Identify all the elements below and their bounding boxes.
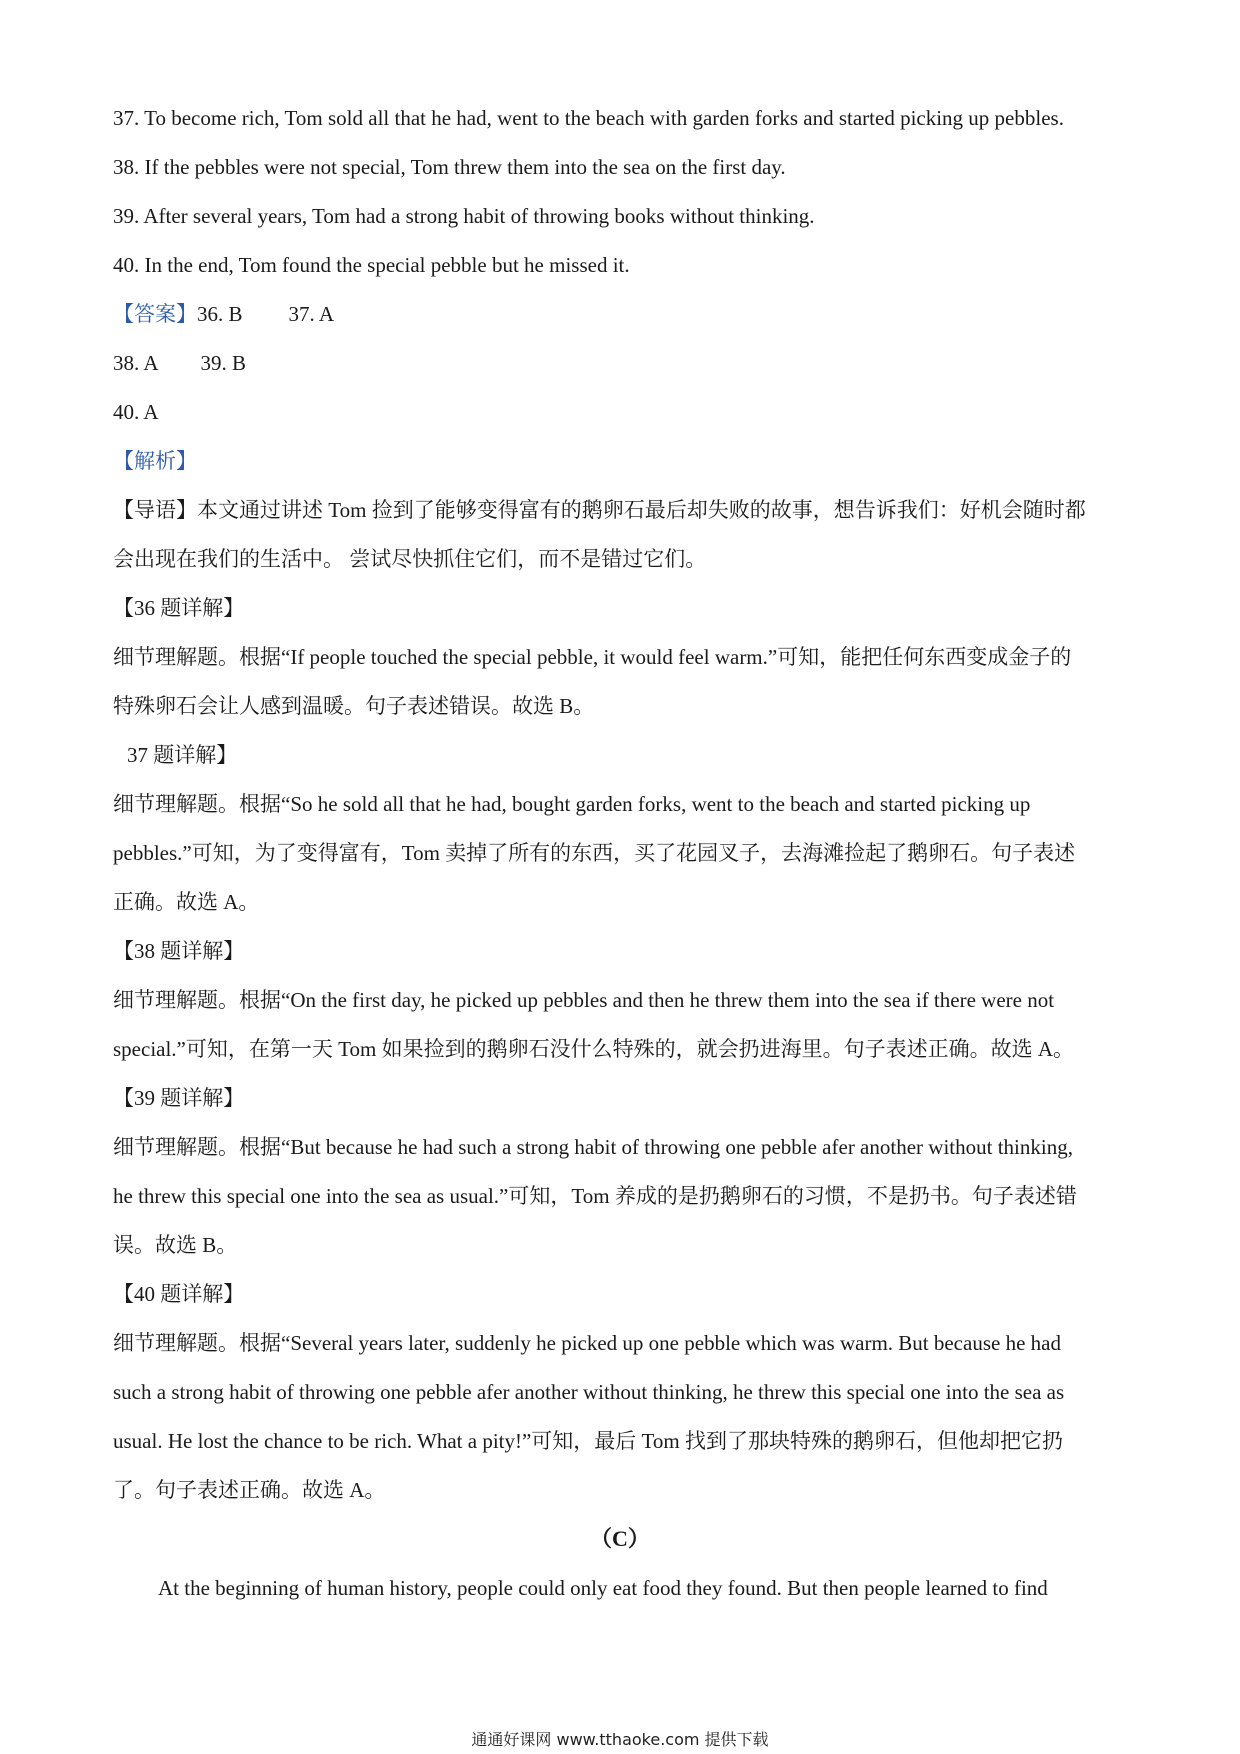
q37-line-2: pebbles.”可知，为了变得富有，Tom 卖掉了所有的东西，买了花园叉子，去海滩捡起了鹅卵石。句子表述: [113, 841, 1076, 865]
q36-heading: 【36 题详解】: [113, 596, 245, 620]
answer-row-2: [113, 348, 1140, 378]
q36-line-2: 特殊卵石会让人感到温暖。句子表述错误。故选 B。: [113, 694, 595, 718]
answer-36: 36. B: [197, 302, 243, 326]
answer-row-3: 40. A: [113, 400, 159, 424]
section-c-first-line: At the beginning of human history, people could only eat food they found. But then people learned to find: [158, 1576, 1048, 1600]
statement-38: 38. If the pebbles were not special, Tom threw them into the sea on the first day.: [113, 155, 786, 179]
q40-line-4: 了。句子表述正确。故选 A。: [113, 1478, 386, 1502]
q40-line-2: such a strong habit of throwing one pebble afer another without thinking, he threw this special one into the sea as: [113, 1380, 1065, 1404]
q40-line-1: 细节理解题。根据“Several years later, suddenly he picked up one pebble which was warm. But because he had: [113, 1331, 1061, 1355]
q38-heading: 【38 题详解】: [113, 939, 245, 963]
analysis-label: 【解析】: [113, 449, 197, 473]
answer-label: 【答案】: [113, 302, 197, 326]
q36-line-1: 细节理解题。根据“If people touched the special pebble, it would feel warm.”可知，能把任何东西变成金子的: [113, 645, 1072, 669]
q37-heading: 37 题详解】: [127, 743, 238, 767]
answer-37: 37. A: [288, 302, 335, 326]
q39-heading: 【39 题详解】: [113, 1086, 245, 1110]
answer-row-1: [113, 299, 1140, 329]
answer-38: 38. A: [113, 351, 159, 375]
q38-line-1: 细节理解题。根据“On the first day, he picked up pebbles and then he threw them into the sea if there were not: [113, 988, 1055, 1012]
q37-line-1: 细节理解题。根据“So he sold all that he had, bought garden forks, went to the beach and started picking up: [113, 792, 1031, 816]
intro-line-1: 【导语】本文通过讲述 Tom 捡到了能够变得富有的鹅卵石最后却失败的故事，想告诉我们：好机会随时都: [113, 498, 1086, 522]
q39-line-3: 误。故选 B。: [113, 1233, 238, 1257]
intro-line-2: 会出现在我们的生活中。 尝试尽快抓住它们，而不是错过它们。: [113, 547, 707, 571]
page-footer: 通通好课网 www.tthaoke.com 提供下载: [471, 1730, 769, 1749]
q40-line-3: usual. He lost the chance to be rich. What a pity!”可知，最后 Tom 找到了那块特殊的鹅卵石，但他却把它扔: [113, 1429, 1063, 1453]
statement-37: 37. To become rich, Tom sold all that he had, went to the beach with garden forks and started picking up pebbles.: [113, 106, 1064, 130]
statement-39: 39. After several years, Tom had a strong habit of throwing books without thinking.: [113, 204, 815, 228]
section-c-title: （C）: [590, 1526, 650, 1551]
q39-line-1: 细节理解题。根据“But because he had such a strong habit of throwing one pebble afer another without thinking,: [113, 1135, 1073, 1159]
q39-line-2: he threw this special one into the sea as usual.”可知，Tom 养成的是扔鹅卵石的习惯，不是扔书。句子表述错: [113, 1184, 1077, 1208]
statement-40: 40. In the end, Tom found the special pebble but he missed it.: [113, 253, 630, 277]
q38-line-2: special.”可知，在第一天 Tom 如果捡到的鹅卵石没什么特殊的，就会扔进海里。句子表述正确。故选 A。: [113, 1037, 1074, 1061]
answer-39: 39. B: [200, 351, 247, 375]
q40-heading: 【40 题详解】: [113, 1282, 245, 1306]
q37-line-3: 正确。故选 A。: [113, 890, 260, 914]
